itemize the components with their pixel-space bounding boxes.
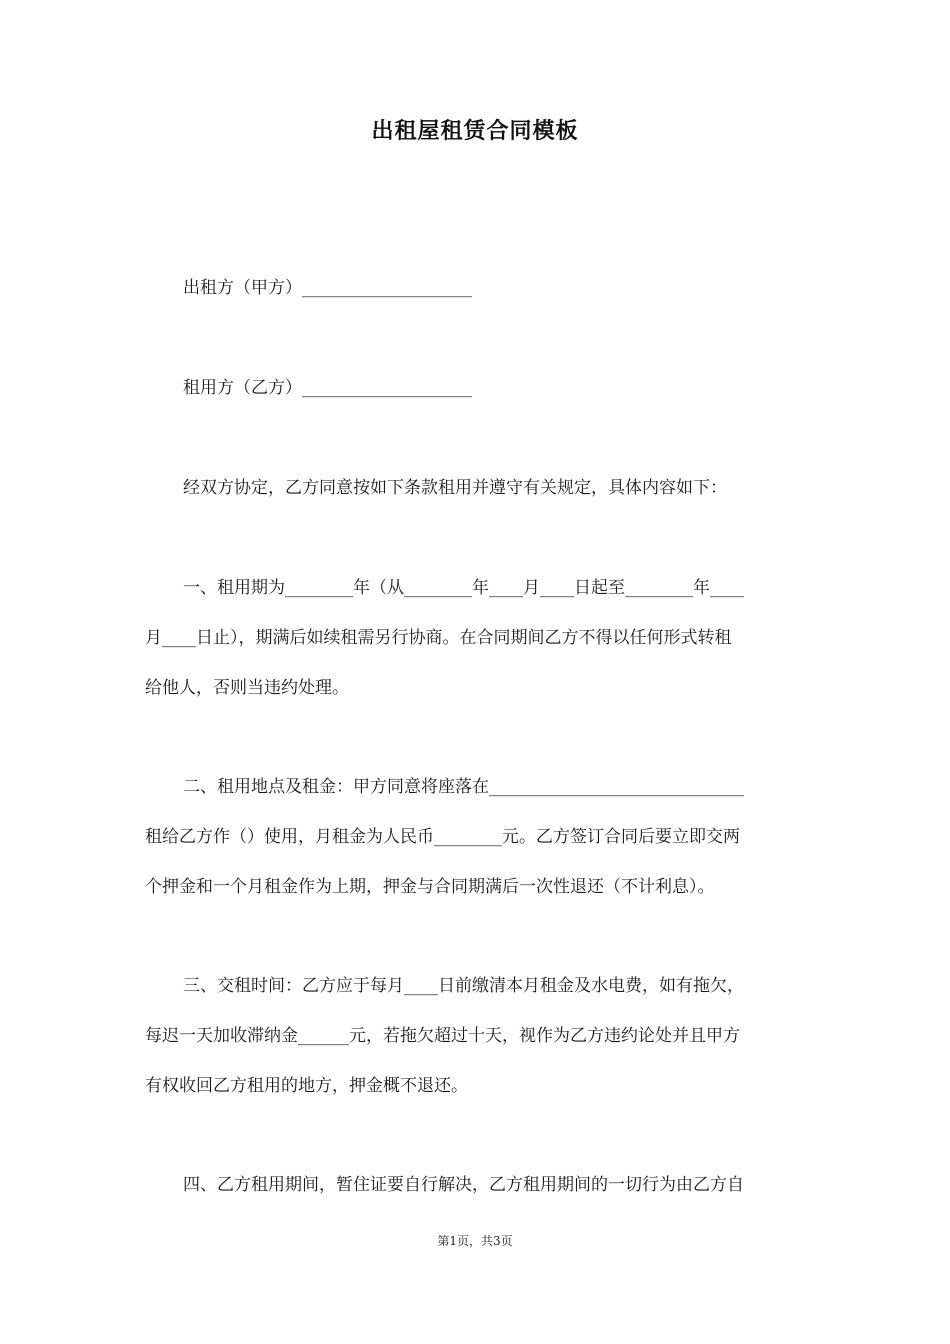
clause3-line2: 每迟一天加收滞纳金______元，若拖欠超过十天，视作为乙方违约论处并且甲方	[145, 1026, 740, 1046]
page-number-footer: 第1页，共3页	[437, 1234, 513, 1248]
clause4-line1: 四、乙方租用期间，暂住证要自行解决，乙方租用期间的一切行为由乙方自	[183, 1175, 744, 1195]
clause1-line1: 一、租用期为________年（从________年____月____日起至________年____	[183, 578, 744, 598]
clause3-line1: 三、交租时间：乙方应于每月____日前缴清本月租金及水电费，如有拖欠，	[183, 976, 744, 996]
clause2-line1: 二、租用地点及租金：甲方同意将座落在______________________________	[183, 777, 744, 797]
page-title: 出租屋租赁合同模板	[371, 119, 579, 144]
party-a-line: 出租方（甲方）____________________	[183, 278, 472, 298]
clause3-line3: 有权收回乙方租用的地方，押金概不退还。	[145, 1076, 468, 1096]
clause2-line2: 租给乙方作（）使用，月租金为人民币________元。乙方签订合同后要立即交两	[145, 827, 740, 847]
clause1-line2: 月____日止），期满后如续租需另行协商。在合同期间乙方不得以任何形式转租	[145, 628, 732, 648]
clause2-line3: 个押金和一个月租金作为上期，押金与合同期满后一次性退还（不计利息）。	[145, 877, 715, 897]
party-b-line: 租用方（乙方）____________________	[183, 378, 472, 398]
clause1-line3: 给他人，否则当违约处理。	[145, 678, 349, 698]
intro-paragraph: 经双方协定，乙方同意按如下条款租用并遵守有关规定，具体内容如下：	[183, 478, 727, 498]
